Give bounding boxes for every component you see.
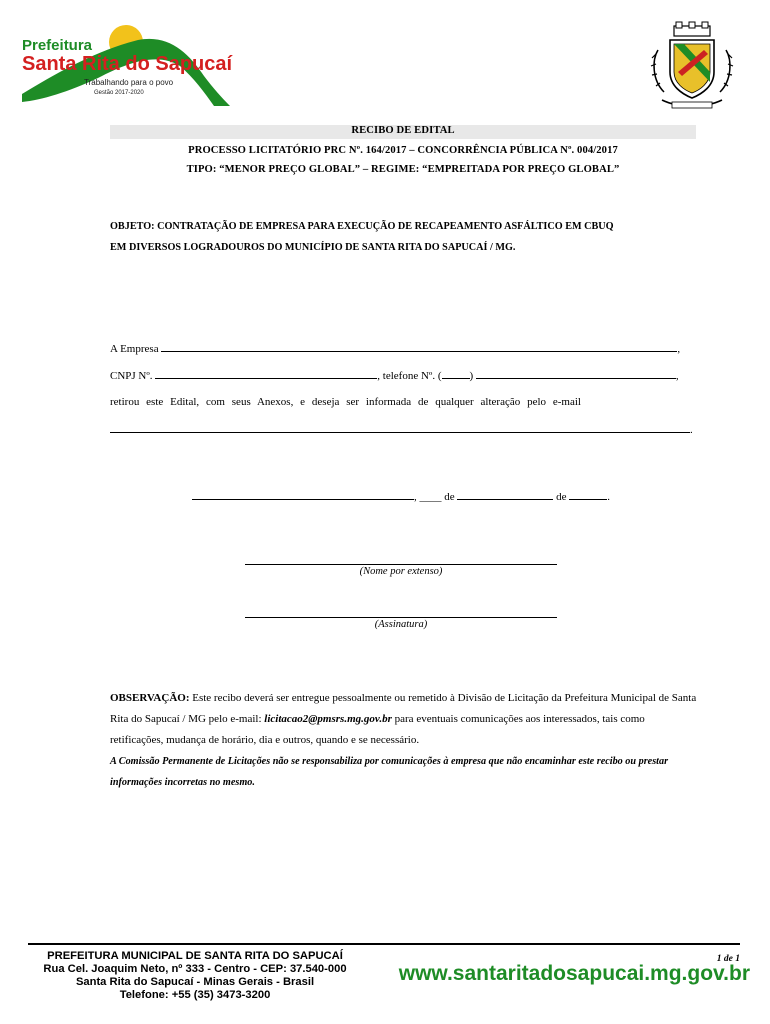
telefone-ddd-field[interactable] [442,369,470,379]
retirou-text: retirou este Edital, com seus Anexos, e deseja ser informada de qualquer alteração pelo e-mail [110,396,581,408]
footer-phone: Telefone: +55 (35) 3473-3200 [119,989,271,1001]
logo-gestao-text: Gestão 2017-2020 [94,90,144,96]
coat-of-arms [648,20,736,112]
telefone-paren: ) [469,370,474,382]
document-title: RECIBO DE EDITAL [351,125,455,136]
processo-line: PROCESSO LICITATÓRIO PRC Nº. 164/2017 – CONCORRÊNCIA PÚBLICA Nº. 004/2017 [188,145,618,156]
email-period: . [690,424,693,436]
observacao-text-2: para eventuais comunicações aos interessados, tais como retificações, mudança de horário, dia e outros, quando e se necessário. [110,713,645,746]
observacao-email: licitacao2@pmsrs.mg.gov.br [264,713,392,725]
empresa-row [110,342,696,355]
empresa-label: A Empresa [110,343,159,355]
year-field[interactable] [569,490,607,500]
date-de-1: , ____ de [414,491,455,503]
date-de-2: de [556,491,567,503]
email-field[interactable] [110,423,690,433]
observacao-text-1: Este recibo deverá ser entregue pessoalmente ou remetido à Divisão de Licitação da Prefeitura Municipal de Santa Rita do Sapucaí / MG pelo e-mail: [110,692,697,725]
nome-signature-line[interactable] [245,564,557,565]
logo-prefeitura-text: Prefeitura [22,37,93,54]
observacao-label: OBSERVAÇÃO: [110,692,190,704]
observacao-italic-note: A Comissão Permanente de Licitações não se responsabiliza por comunicações à empresa que não encaminhar este recibo ou prestar informações incorretas no mesmo. [110,756,669,788]
footer-org: PREFEITURA MUNICIPAL DE SANTA RITA DO SAPUCAÍ [47,950,343,962]
objeto-line-2: EM DIVERSOS LOGRADOUROS DO MUNICÍPIO DE SANTA RITA DO SAPUCAÍ / MG. [110,242,516,253]
page-number: 1 de 1 [716,954,740,964]
tipo-line: TIPO: “MENOR PREÇO GLOBAL” – REGIME: “EMPREITADA POR PREÇO GLOBAL” [186,164,620,175]
objeto-line-1: OBJETO: CONTRATAÇÃO DE EMPRESA PARA EXECUÇÃO DE RECAPEAMENTO ASFÁLTICO EM CBUQ [110,221,614,232]
telefone-field[interactable] [476,369,676,379]
telefone-comma: , [675,370,679,382]
telefone-label: , telefone Nº. ( [377,370,442,382]
empresa-field[interactable] [161,342,677,352]
nome-label: (Nome por extenso) [359,566,443,577]
assinatura-signature-line[interactable] [245,617,557,618]
footer-address: Rua Cel. Joaquim Neto, nº 333 - Centro - CEP: 37.540-000 [43,963,347,975]
logo-graphic [18,22,236,108]
month-field[interactable] [457,490,553,500]
logo-city-text: Santa Rita do Sapucaí [22,53,233,75]
city-field[interactable] [192,490,414,500]
cnpj-row [110,369,696,382]
prefeitura-logo [18,22,236,108]
logo-slogan-text: Trabalhando para o povo [84,78,174,87]
cnpj-label: CNPJ Nº. [110,370,153,382]
email-row [110,423,696,436]
website-link[interactable]: www.santaritadosapucai.mg.gov.br [398,962,750,985]
coat-of-arms-icon [648,20,736,112]
date-row [192,490,622,503]
date-end: . [607,491,611,503]
cnpj-field[interactable] [155,369,377,379]
observacao-block [110,688,700,793]
footer-city: Santa Rita do Sapucaí - Minas Gerais - Brasil [75,976,315,988]
empresa-comma: , [677,343,681,355]
footer-rule [28,943,740,945]
assinatura-label: (Assinatura) [374,619,428,630]
